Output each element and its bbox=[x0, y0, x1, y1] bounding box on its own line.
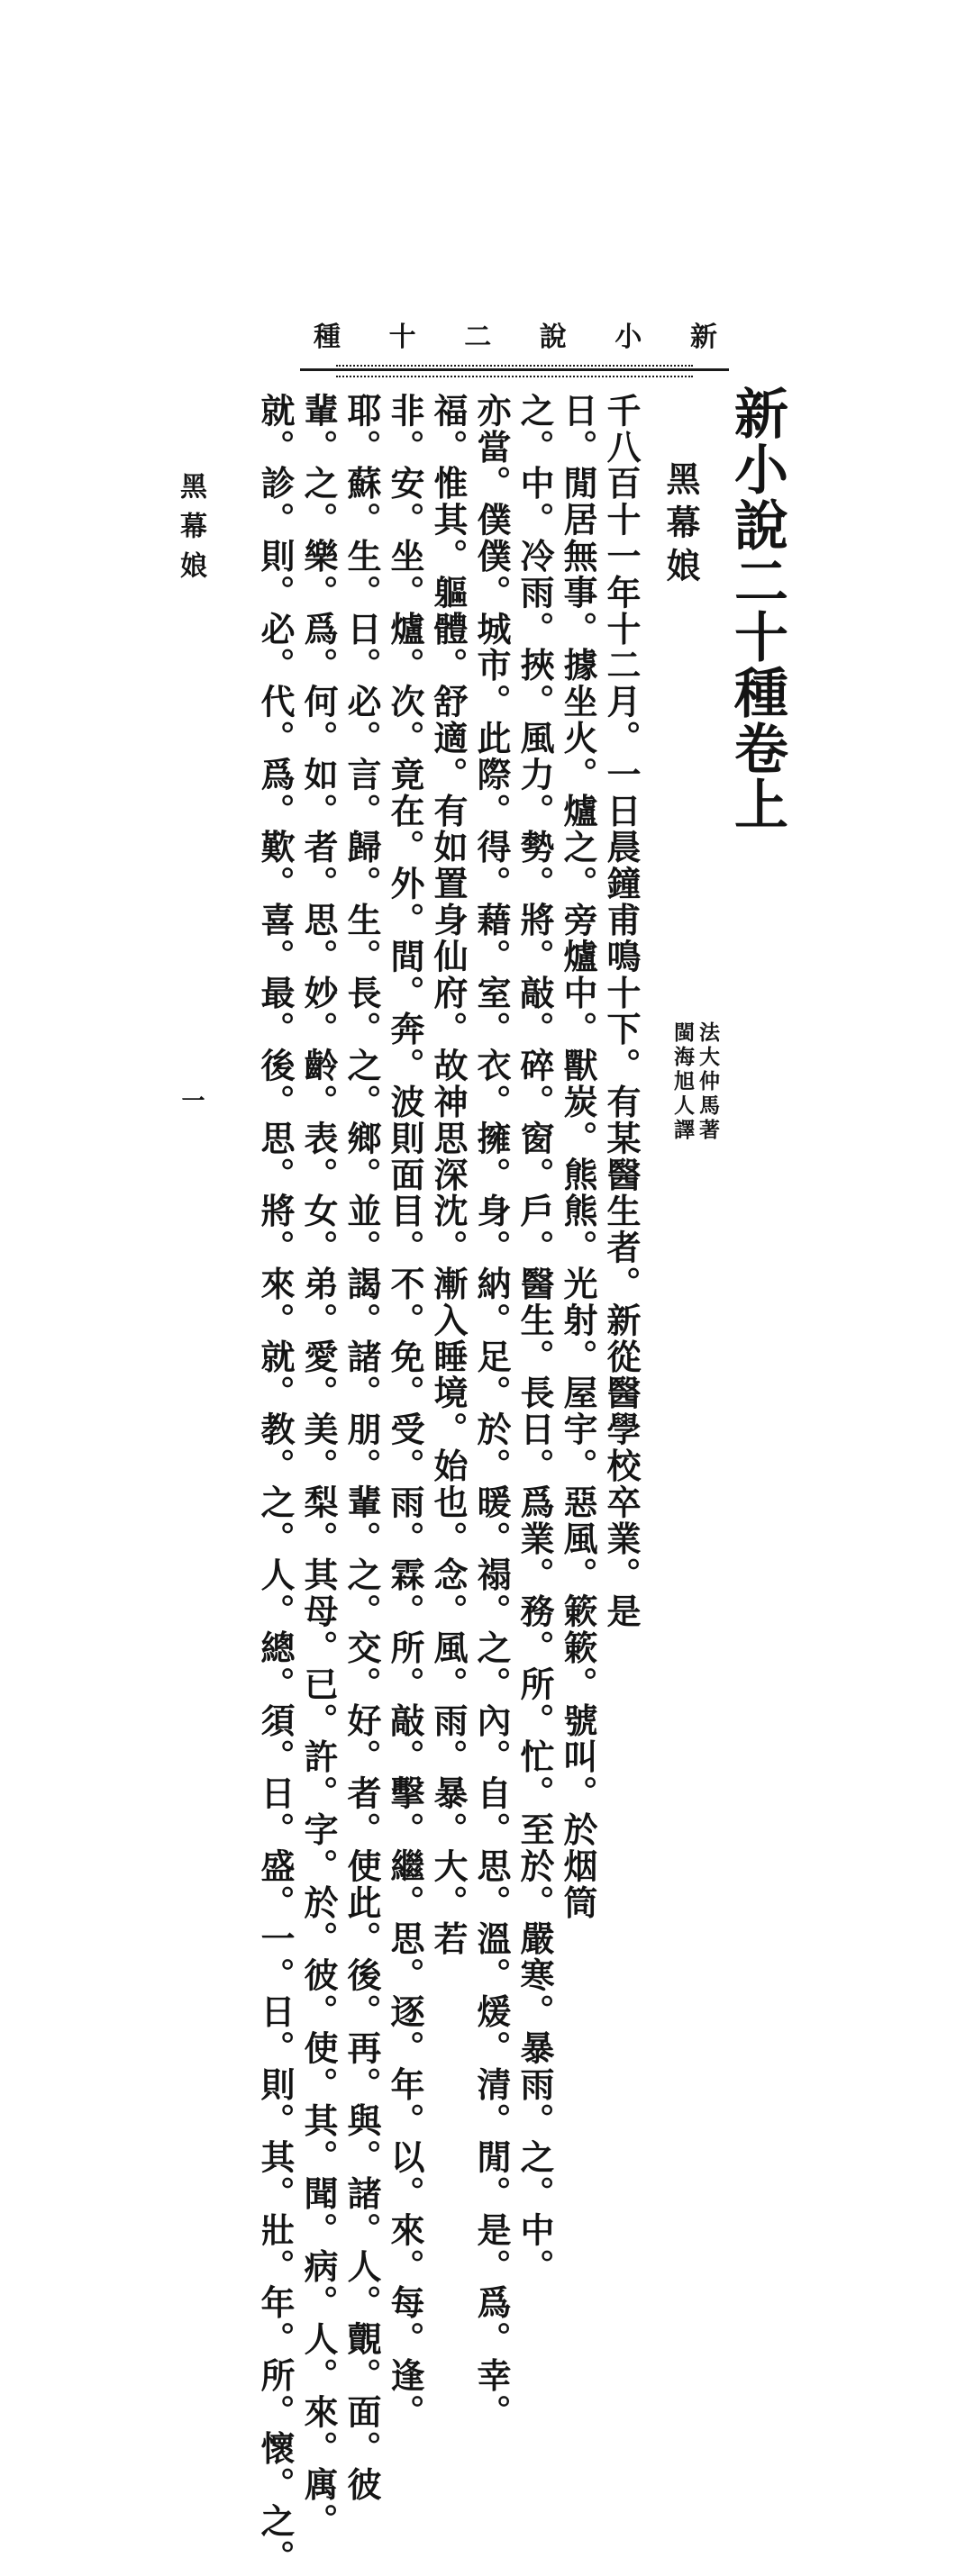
text-column: 耶。蘇。生。日。必。言。歸。生。長。之。鄉。並。謁。諸。朋。輩。之。交。好。者。使此。後。再。與。諸。人。覿。面。彼 bbox=[341, 393, 382, 2504]
ornamental-rule bbox=[300, 368, 729, 371]
author-credit: 法大仲馬著 bbox=[696, 1021, 720, 1143]
header-char: 十 bbox=[388, 322, 416, 353]
header-char: 二 bbox=[464, 322, 492, 353]
text-column: 福。惟其。軀體。舒適。有如置身仙府。故神思深沈。漸入睡境。始也。念。風。雨。暴。大。若 bbox=[428, 393, 469, 1958]
page-number: 一 bbox=[178, 1088, 205, 1111]
text-column: 輩。之。樂。爲。何。如。者。思。妙。齡。表。女。弟。愛。美。梨。其母。已。許。字。於。彼。使。其。聞。病。人。來。庽。 bbox=[298, 393, 339, 2540]
header-char: 小 bbox=[615, 322, 642, 353]
text-column: 就。診。則。必。代。爲。歎。喜。最。後。思。將。來。就。教。之。人。總。須。日。盛。一。日。則。其。壯。年。所。懷。之。 bbox=[255, 393, 296, 2576]
text-column: 亦當。僕僕。城市。此際。得。藉。室。衣。擁。身。納。足。於。暖。禢。之。內。自。思。溫。煖。清。閒。是。爲。幸。 bbox=[471, 393, 512, 2431]
header-char: 種 bbox=[314, 322, 341, 353]
header-char: 說 bbox=[539, 322, 567, 353]
text-column: 日。閒居無事。據坐火。爐之。旁爐中。獸炭。熊熊。光射。屋宇。惡風。簌簌。號叫。於烟筒 bbox=[558, 393, 598, 1921]
margin-title: 黑幕娘 bbox=[175, 472, 206, 591]
text-column: 之。中。冷雨。挾。風力。勢。將。敲。碎。窗。戶。醫生。長日。爲業。務。所。忙。至於。嚴寒。暴雨。之。中。 bbox=[514, 393, 555, 2285]
body-text bbox=[219, 393, 642, 2576]
translator-credit: 閩海旭人譯 bbox=[670, 1021, 695, 1143]
text-column: 非。安。坐。爐。次。竟在。外。間。奔。波則面目。不。免。受。雨。霖。所。敲。擊。繼。思。逐。年。以。來。每。逢。 bbox=[385, 393, 425, 2431]
header-char: 新 bbox=[689, 322, 717, 353]
book-title: 新小說二十種卷上 bbox=[725, 385, 788, 832]
text-column: 千八百十一年十二月。一日晨鐘甫鳴十下。有某醫生者。新從醫學校卒業。是 bbox=[601, 393, 642, 1630]
running-header bbox=[314, 324, 717, 351]
story-title: 黑幕娘 bbox=[660, 461, 701, 591]
